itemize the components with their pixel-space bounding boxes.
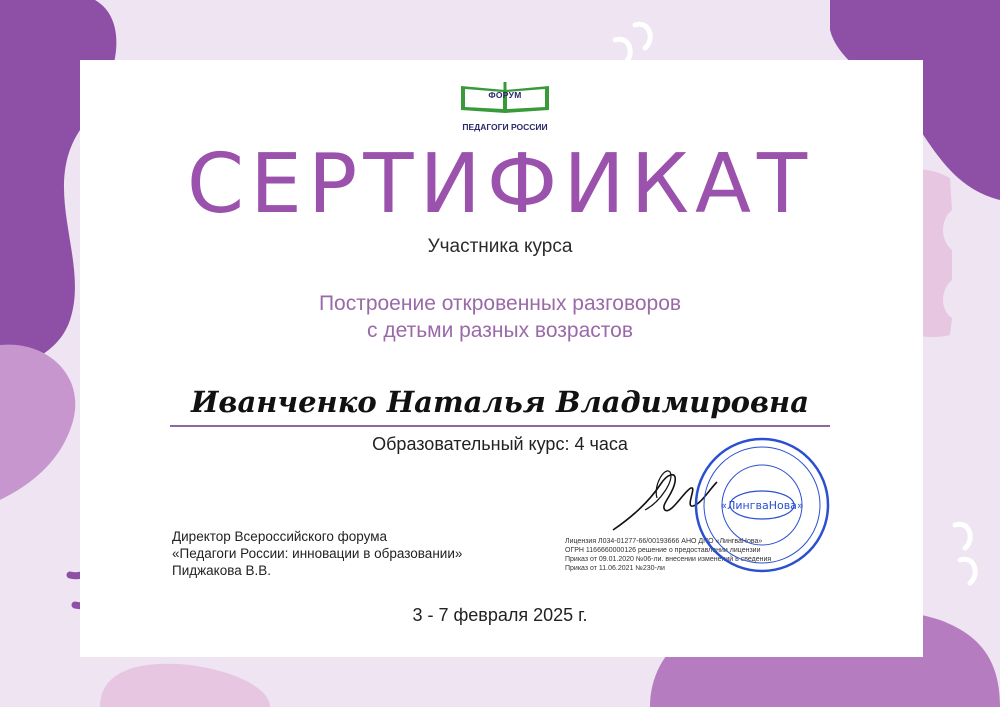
course-date: 3 - 7 февраля 2025 г. — [412, 605, 588, 625]
director-line-1: Директор Всероссийского форума — [172, 529, 387, 544]
director-line-2: «Педагоги России: инновации в образовании» — [172, 546, 463, 561]
logo-forum-text: ФОРУМ — [488, 90, 522, 100]
official-stamp — [692, 435, 832, 575]
license-line-3: Приказ от 09.01.2020 №06-ли. внесении изменений в сведения — [565, 556, 772, 563]
course-name-line-2: с детьми разных возрастов — [367, 319, 633, 342]
license-line-1: Лицензия Л034-01277-66/00193666 АНО ДПО «ЛингваНова» — [565, 538, 763, 545]
license-line-2: ОГРН 1166660000126 решение о предоставлении лицензии — [565, 547, 761, 554]
certificate-title: СЕРТИФИКАТ — [186, 137, 814, 232]
recipient-name: Иванченко Наталья Владимировна — [191, 385, 809, 419]
course-name — [200, 290, 800, 344]
logo-subtitle: ПЕДАГОГИ РОССИИ — [462, 122, 548, 132]
forum-logo — [455, 80, 555, 142]
stamp-center-text: «ЛингваНова» — [720, 499, 804, 512]
certificate-subtitle: Участника курса — [427, 236, 573, 257]
director-name: Пиджакова В.В. — [172, 563, 272, 578]
course-name-line-1: Построение откровенных разговоров — [318, 292, 682, 315]
director-block — [172, 528, 552, 579]
course-hours: Образовательный курс: 4 часа — [372, 434, 628, 454]
license-line-4: Приказ от 11.06.2021 №230-ли — [565, 565, 665, 572]
name-underline — [170, 425, 830, 427]
